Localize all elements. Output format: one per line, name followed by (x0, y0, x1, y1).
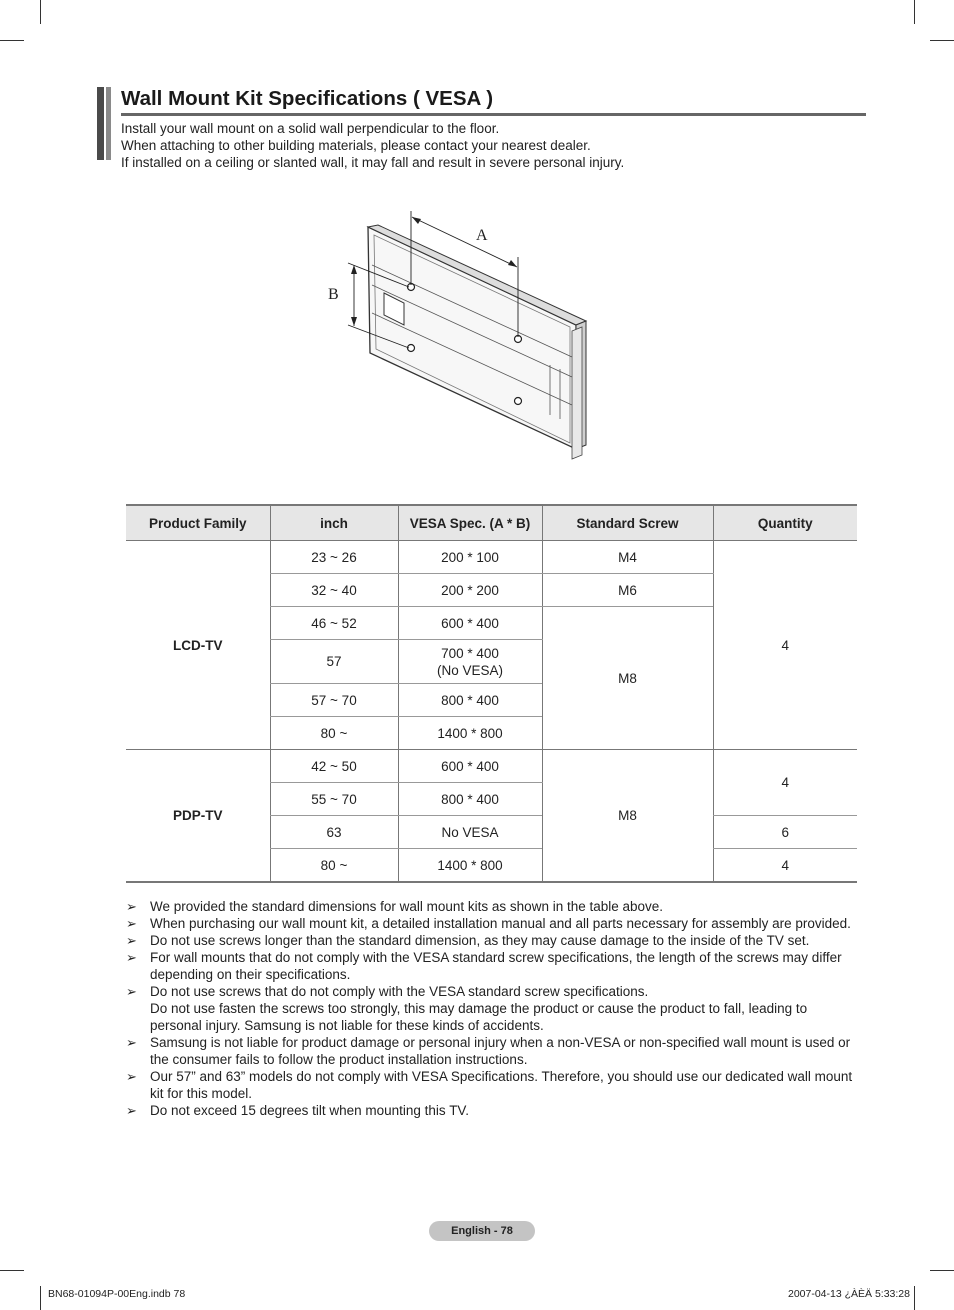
note-item (126, 898, 861, 915)
note-item (126, 1068, 861, 1102)
note-text: Samsung is not liable for product damage or personal injury when a non-VESA or non-specified wall mount is used or the consumer fails to follow the product installation instructions. (150, 1035, 851, 1067)
intro-text (121, 120, 624, 171)
notes-list (126, 898, 861, 1119)
note-text: Do not use screws longer than the standard dimension, as they may cause damage to the inside of the TV set. (150, 933, 810, 948)
note-text: Our 57” and 63” models do not comply with VESA Specifications. Therefore, you should use our dedicated wall mount kit for this model. (150, 1069, 853, 1101)
tv-back-diagram (320, 205, 590, 467)
intro-line: Install your wall mount on a solid wall perpendicular to the floor. (121, 121, 500, 136)
arrow-bullet-icon: ➢ (126, 899, 137, 914)
inch-cell: 57 (270, 640, 398, 684)
note-text: When purchasing our wall mount kit, a detailed installation manual and all parts necessary for assembly are provided. (150, 916, 851, 931)
inch-cell: 32 ~ 40 (270, 574, 398, 607)
vesa-cell: No VESA (398, 816, 542, 849)
inch-cell: 63 (270, 816, 398, 849)
arrow-bullet-icon: ➢ (126, 1035, 137, 1050)
quantity-cell: 4 (713, 849, 857, 883)
note-text: For wall mounts that do not comply with the VESA standard screw specifications, the length of the screws may differ depending on their specifications. (150, 950, 842, 982)
tv-back-panel (368, 227, 576, 449)
note-text: Do not use screws that do not comply with the VESA standard screw specifications. (150, 984, 649, 999)
crop-mark (914, 0, 915, 24)
product-family-cell: PDP-TV (126, 750, 270, 883)
column-header: VESA Spec. (A * B) (398, 505, 542, 541)
note-item (126, 932, 861, 949)
inch-cell: 23 ~ 26 (270, 541, 398, 574)
vesa-cell: 1400 * 800 (398, 849, 542, 883)
page-number-badge: English - 78 (429, 1221, 535, 1241)
note-item (126, 915, 861, 932)
imprint-right: 2007-04-13 ¿ÀÈÄ 5:33:28 (787, 1288, 910, 1300)
column-header: Standard Screw (542, 505, 713, 541)
arrow-bullet-icon: ➢ (126, 933, 137, 948)
vesa-cell: 200 * 100 (398, 541, 542, 574)
dimension-a-label: A (476, 227, 488, 244)
tv-stand-stub (572, 327, 582, 459)
vesa-cell: 1400 * 800 (398, 717, 542, 750)
crop-mark (930, 1270, 954, 1271)
note-text: We provided the standard dimensions for wall mount kits as shown in the table above. (150, 899, 664, 914)
column-header: Quantity (713, 505, 857, 541)
arrow-bullet-icon: ➢ (126, 916, 137, 931)
quantity-cell: 4 (713, 750, 857, 816)
vesa-cell: 200 * 200 (398, 574, 542, 607)
vesa-cell: 600 * 400 (398, 607, 542, 640)
note-item (126, 983, 861, 1034)
quantity-cell: 4 (713, 541, 857, 750)
imprint-left: BN68-01094P-00Eng.indb 78 (48, 1288, 186, 1300)
inch-cell: 80 ~ (270, 717, 398, 750)
crop-mark (40, 0, 41, 24)
intro-line: If installed on a ceiling or slanted wall, it may fall and result in severe personal injury. (121, 155, 625, 170)
vesa-value: 700 * 400 (441, 645, 499, 661)
crop-mark (40, 1286, 41, 1310)
arrow-bullet-icon: ➢ (126, 984, 137, 999)
arrow-bullet-icon: ➢ (126, 950, 137, 965)
screw-cell: M6 (542, 574, 713, 607)
table-row (126, 750, 857, 783)
dimension-b-label: B (328, 286, 339, 303)
screw-cell: M8 (542, 750, 713, 883)
arrow-bullet-icon: ➢ (126, 1069, 137, 1084)
inch-cell: 46 ~ 52 (270, 607, 398, 640)
crop-mark (0, 40, 24, 41)
table-row (126, 541, 857, 574)
crop-mark (0, 1270, 24, 1271)
vesa-cell (398, 640, 542, 684)
intro-line: When attaching to other building materials, please contact your nearest dealer. (121, 138, 591, 153)
page-title: Wall Mount Kit Specifications ( VESA ) (121, 86, 866, 116)
inch-cell: 55 ~ 70 (270, 783, 398, 816)
note-text: Do not exceed 15 degrees tilt when mounting this TV. (150, 1103, 469, 1118)
vesa-cell: 600 * 400 (398, 750, 542, 783)
product-family-cell: LCD-TV (126, 541, 270, 750)
crop-mark (914, 1286, 915, 1310)
note-item (126, 1102, 861, 1119)
screw-cell: M4 (542, 541, 713, 574)
screw-hole (515, 398, 522, 405)
inch-cell: 42 ~ 50 (270, 750, 398, 783)
quantity-cell: 6 (713, 816, 857, 849)
note-item (126, 1034, 861, 1068)
arrow-bullet-icon: ➢ (126, 1103, 137, 1118)
table-header-row (126, 505, 857, 541)
note-item (126, 949, 861, 983)
title-accent-bar (97, 87, 111, 160)
vesa-cell: 800 * 400 (398, 783, 542, 816)
inch-cell: 57 ~ 70 (270, 684, 398, 717)
vesa-cell: 800 * 400 (398, 684, 542, 717)
column-header: Product Family (126, 505, 270, 541)
vesa-note: (No VESA) (436, 662, 504, 678)
screw-cell: M8 (542, 607, 713, 750)
vesa-spec-table (126, 504, 857, 883)
inch-cell: 80 ~ (270, 849, 398, 883)
note-text: Do not use fasten the screws too strongly, this may damage the product or cause the product to fall, leading to personal injury. Samsung is not liable for these kinds of accidents. (150, 1001, 808, 1033)
column-header: inch (270, 505, 398, 541)
crop-mark (930, 40, 954, 41)
